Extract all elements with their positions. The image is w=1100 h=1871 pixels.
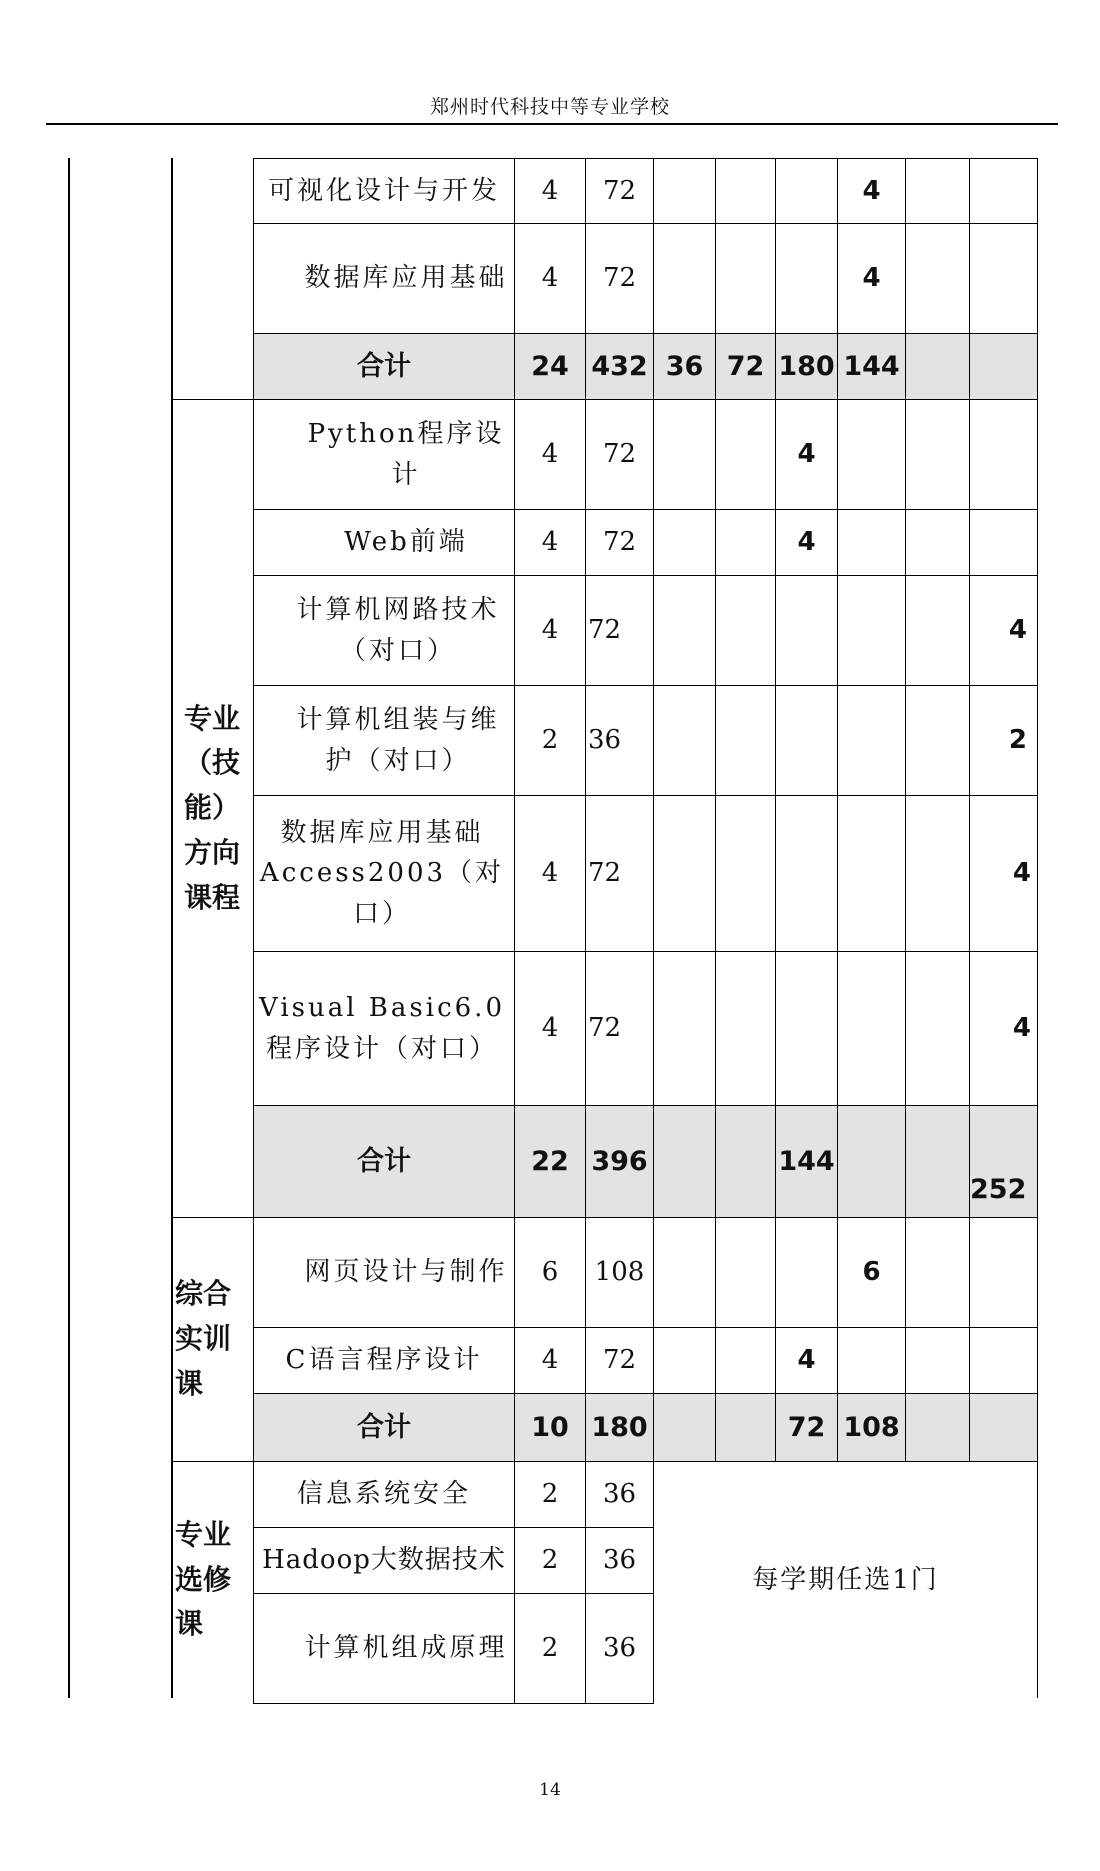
total-semester-6 [970, 334, 1038, 400]
total-credits: 24 [515, 334, 586, 400]
course-hours: 72 [586, 796, 654, 952]
course-hours: 72 [586, 158, 654, 224]
course-credits: 2 [515, 1462, 586, 1528]
course-hours: 72 [586, 224, 654, 334]
semester-4-cell [838, 686, 906, 796]
semester-6-cell [970, 158, 1038, 224]
total-semester-5 [906, 1394, 970, 1462]
total-hours: 180 [586, 1394, 654, 1462]
course-name: 可视化设计与开发 [253, 158, 515, 224]
semester-3-cell [776, 158, 838, 224]
semester-4-cell: 4 [838, 224, 906, 334]
course-name: Python程序设计 [253, 400, 515, 510]
course-name: 网页设计与制作 [253, 1218, 515, 1328]
semester-4-cell [838, 510, 906, 576]
semester-2-cell [716, 510, 776, 576]
semester-4-cell [838, 576, 906, 686]
course-name: Web前端 [253, 510, 515, 576]
semester-6-cell [970, 224, 1038, 334]
total-semester-1 [654, 1106, 716, 1218]
semester-3-cell: 4 [776, 400, 838, 510]
course-name: 计算机网路技术（对口） [253, 576, 515, 686]
course-credits: 4 [515, 510, 586, 576]
semester-5-cell [906, 158, 970, 224]
category-label: 综合实训课 [175, 1277, 232, 1400]
semester-2-cell [716, 952, 776, 1106]
total-semester-5 [906, 334, 970, 400]
semester-2-cell [716, 224, 776, 334]
category-label: 专业选修课 [175, 1517, 232, 1641]
course-credits: 2 [515, 1528, 586, 1594]
semester-1-cell [654, 576, 716, 686]
total-semester-1 [654, 1394, 716, 1462]
semester-1-cell [654, 686, 716, 796]
course-credits: 2 [515, 1594, 586, 1704]
total-label: 合计 [253, 1106, 515, 1218]
semester-6-cell: 4 [970, 576, 1038, 686]
course-hours: 72 [586, 576, 654, 686]
semester-3-cell [776, 1218, 838, 1328]
course-credits: 4 [515, 576, 586, 686]
course-hours: 36 [586, 1462, 654, 1528]
semester-3-cell [776, 952, 838, 1106]
elective-note: 每学期任选1门 [654, 1462, 1038, 1698]
course-name: 数据库应用基础 [253, 224, 515, 334]
semester-6-cell [970, 1328, 1038, 1394]
course-hours: 72 [586, 1328, 654, 1394]
semester-3-cell [776, 224, 838, 334]
course-name: Visual Basic6.0程序设计（对口） [253, 952, 515, 1106]
total-semester-4: 108 [838, 1394, 906, 1462]
total-credits: 10 [515, 1394, 586, 1462]
semester-5-cell [906, 796, 970, 952]
course-credits: 4 [515, 1328, 586, 1394]
course-hours: 72 [586, 400, 654, 510]
total-semester-1: 36 [654, 334, 716, 400]
category-elective [171, 1462, 253, 1698]
course-name: C语言程序设计 [253, 1328, 515, 1394]
semester-1-cell [654, 796, 716, 952]
semester-6-cell: 4 [970, 796, 1038, 952]
total-hours: 432 [586, 334, 654, 400]
category-cell-continued [171, 158, 253, 400]
total-semester-6 [970, 1394, 1038, 1462]
semester-4-cell [838, 952, 906, 1106]
course-name: 信息系统安全 [253, 1462, 515, 1528]
total-semester-5 [906, 1106, 970, 1218]
course-name: 计算机组成原理 [253, 1594, 515, 1704]
semester-5-cell [906, 1328, 970, 1394]
semester-3-cell [776, 796, 838, 952]
semester-6-cell: 2 [970, 686, 1038, 796]
total-label: 合计 [253, 334, 515, 400]
course-name: Hadoop大数据技术 [253, 1528, 515, 1594]
semester-3-cell: 4 [776, 1328, 838, 1394]
semester-2-cell [716, 158, 776, 224]
semester-4-cell [838, 1328, 906, 1394]
course-credits: 2 [515, 686, 586, 796]
semester-2-cell [716, 1328, 776, 1394]
course-credits: 4 [515, 224, 586, 334]
total-semester-6: 252 [970, 1106, 1038, 1218]
total-credits: 22 [515, 1106, 586, 1218]
total-label: 合计 [253, 1394, 515, 1462]
semester-3-cell: 4 [776, 510, 838, 576]
semester-1-cell [654, 1218, 716, 1328]
semester-1-cell [654, 952, 716, 1106]
course-credits: 4 [515, 400, 586, 510]
semester-4-cell [838, 400, 906, 510]
semester-5-cell [906, 576, 970, 686]
total-semester-4 [838, 1106, 906, 1218]
course-hours: 36 [586, 1528, 654, 1594]
semester-5-cell [906, 510, 970, 576]
total-semester-2: 72 [716, 334, 776, 400]
course-name: 数据库应用基础Access2003（对口） [253, 796, 515, 952]
semester-2-cell [716, 400, 776, 510]
page-number: 14 [539, 1780, 561, 1800]
semester-5-cell [906, 952, 970, 1106]
course-hours: 108 [586, 1218, 654, 1328]
total-semester-4: 144 [838, 334, 906, 400]
semester-6-cell [970, 510, 1038, 576]
semester-1-cell [654, 158, 716, 224]
course-credits: 4 [515, 158, 586, 224]
outer-left-line [68, 158, 70, 1698]
course-hours: 36 [586, 686, 654, 796]
semester-5-cell [906, 686, 970, 796]
semester-5-cell [906, 400, 970, 510]
total-semester-2 [716, 1106, 776, 1218]
category-comprehensive-training [171, 1218, 253, 1462]
total-semester-3: 144 [776, 1106, 838, 1218]
header-rule [46, 123, 1058, 125]
semester-1-cell [654, 400, 716, 510]
total-semester-2 [716, 1394, 776, 1462]
course-name: 计算机组装与维护（对口） [253, 686, 515, 796]
course-hours: 72 [586, 952, 654, 1106]
semester-4-cell: 4 [838, 158, 906, 224]
semester-6-cell [970, 1218, 1038, 1328]
course-credits: 4 [515, 952, 586, 1106]
total-hours: 396 [586, 1106, 654, 1218]
semester-5-cell [906, 1218, 970, 1328]
semester-2-cell [716, 686, 776, 796]
school-header-title: 郑州时代科技中等专业学校 [429, 96, 670, 118]
course-credits: 4 [515, 796, 586, 952]
total-semester-3: 72 [776, 1394, 838, 1462]
semester-1-cell [654, 224, 716, 334]
semester-3-cell [776, 686, 838, 796]
semester-4-cell [838, 796, 906, 952]
semester-2-cell [716, 796, 776, 952]
semester-3-cell [776, 576, 838, 686]
course-hours: 72 [586, 510, 654, 576]
semester-5-cell [906, 224, 970, 334]
semester-6-cell: 4 [970, 952, 1038, 1106]
semester-1-cell [654, 510, 716, 576]
semester-4-cell: 6 [838, 1218, 906, 1328]
semester-2-cell [716, 1218, 776, 1328]
semester-6-cell [970, 400, 1038, 510]
semester-1-cell [654, 1328, 716, 1394]
category-label: 专业（技能）方向课程 [183, 701, 240, 914]
total-semester-3: 180 [776, 334, 838, 400]
course-hours: 36 [586, 1594, 654, 1704]
category-specialty-direction [171, 400, 253, 1218]
semester-2-cell [716, 576, 776, 686]
course-credits: 6 [515, 1218, 586, 1328]
